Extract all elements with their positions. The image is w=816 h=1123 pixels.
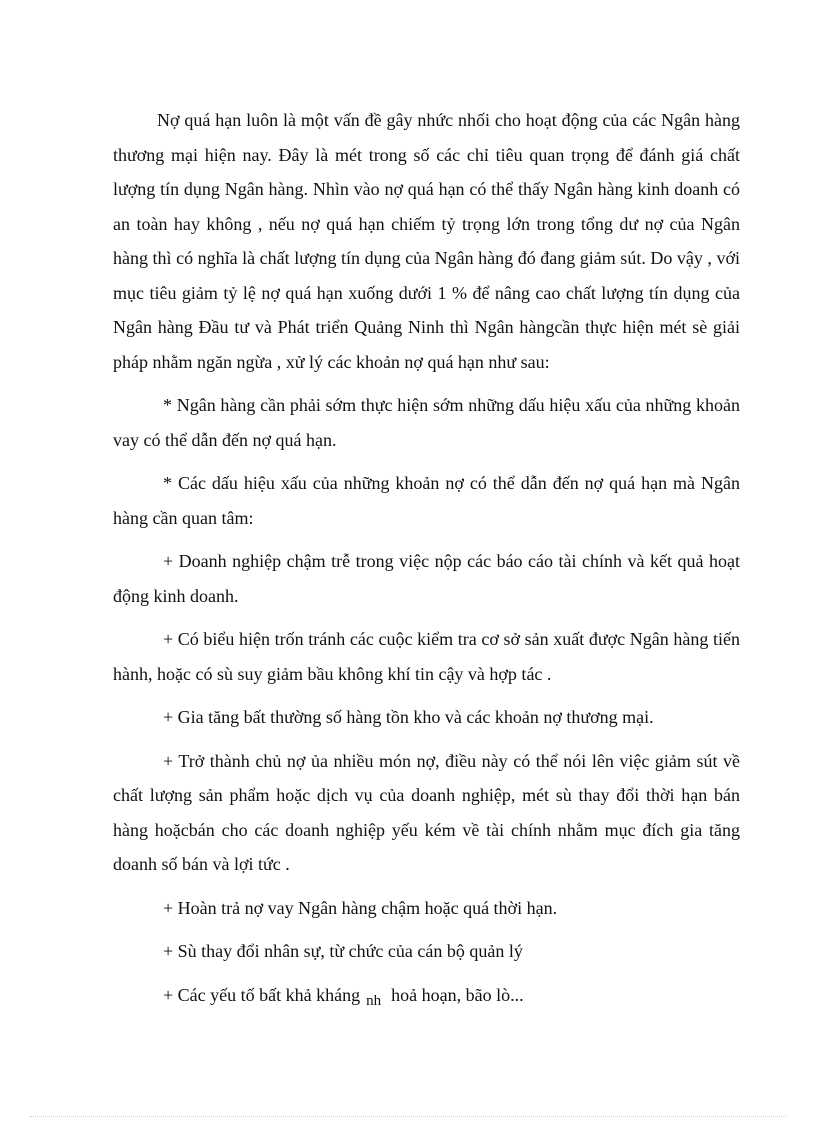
force-majeure-text-end: hoả hoạn, bão lò... bbox=[391, 984, 524, 1005]
page-bottom-divider bbox=[30, 1116, 786, 1117]
paragraph-bullet-warning-signs: * Các dấu hiệu xấu của những khoản nợ có thể dẫn đến nợ quá hạn mà Ngân hàng cần quan tâm: bbox=[113, 473, 740, 528]
paragraph-item-avoid-inspection: + Có biểu hiện trốn tránh các cuộc kiểm tra cơ sở sản xuất được Ngân hàng tiến hành, hoặc có sù suy giảm bầu không khí tin cậy và hợp tác . bbox=[113, 629, 740, 684]
paragraph-intro: Nợ quá hạn luôn là một vấn đề gây nhức nhối cho hoạt động của các Ngân hàng thương mại hiện nay. Đây là mét trong số các chỉ tiêu quan trọng để đánh giá chất lượng tín dụng Ngân hàng. Nhìn vào nợ quá hạn có thể thấy Ngân hàng kinh doanh có an toàn hay không , nếu nợ quá hạn chiếm tỷ trọng lớn trong tổng dư nợ của Ngân hàng thì có nghĩa là chất lượng tín dụng của Ngân hàng đó đang giảm sút. Do vậy , với mục tiêu giảm tỷ lệ nợ quá hạn xuống dưới 1 % để nâng cao chất lượng tín dụng của Ngân hàng Đầu tư và Phát triển Quảng Ninh thì Ngân hàngcần thực hiện mét sè giải pháp nhằm ngăn ngừa , xử lý các khoản nợ quá hạn như sau: bbox=[113, 110, 740, 372]
force-majeure-small-text: nh bbox=[366, 992, 382, 1009]
paragraph-item-inventory: + Gia tăng bất thường số hàng tồn kho và các khoản nợ thương mại. bbox=[163, 707, 654, 727]
paragraph-item-late-repayment: + Hoàn trả nợ vay Ngân hàng chậm hoặc quá thời hạn. bbox=[163, 897, 558, 918]
paragraph-item-force-majeure bbox=[113, 978, 740, 1015]
force-majeure-text: + Các yếu tố bất khả kháng bbox=[163, 984, 361, 1005]
paragraph-item-late-reports: + Doanh nghiệp chậm trễ trong việc nộp các báo cáo tài chính và kết quả hoạt động kinh doanh. bbox=[113, 551, 740, 606]
paragraph-bullet-early-detection: * Ngân hàng cần phải sớm thực hiện sớm những dấu hiệu xấu của những khoản vay có thể dẫn đến nợ quá hạn. bbox=[113, 395, 740, 450]
document-body bbox=[113, 103, 740, 1014]
paragraph-item-creditor: + Trở thành chủ nợ ủa nhiều món nợ, điều này có thể nói lên việc giảm sút về chất lượng sản phẩm hoặc dịch vụ của doanh nghiệp, mét sù thay đổi thời hạn bán hàng hoặcbán cho các doanh nghiệp yếu kém về tài chính nhằm mục đích gia tăng doanh số bán và lợi tức . bbox=[113, 750, 740, 874]
paragraph-item-personnel: + Sù thay đổi nhân sự, từ chức của cán bộ quản lý bbox=[163, 941, 523, 961]
